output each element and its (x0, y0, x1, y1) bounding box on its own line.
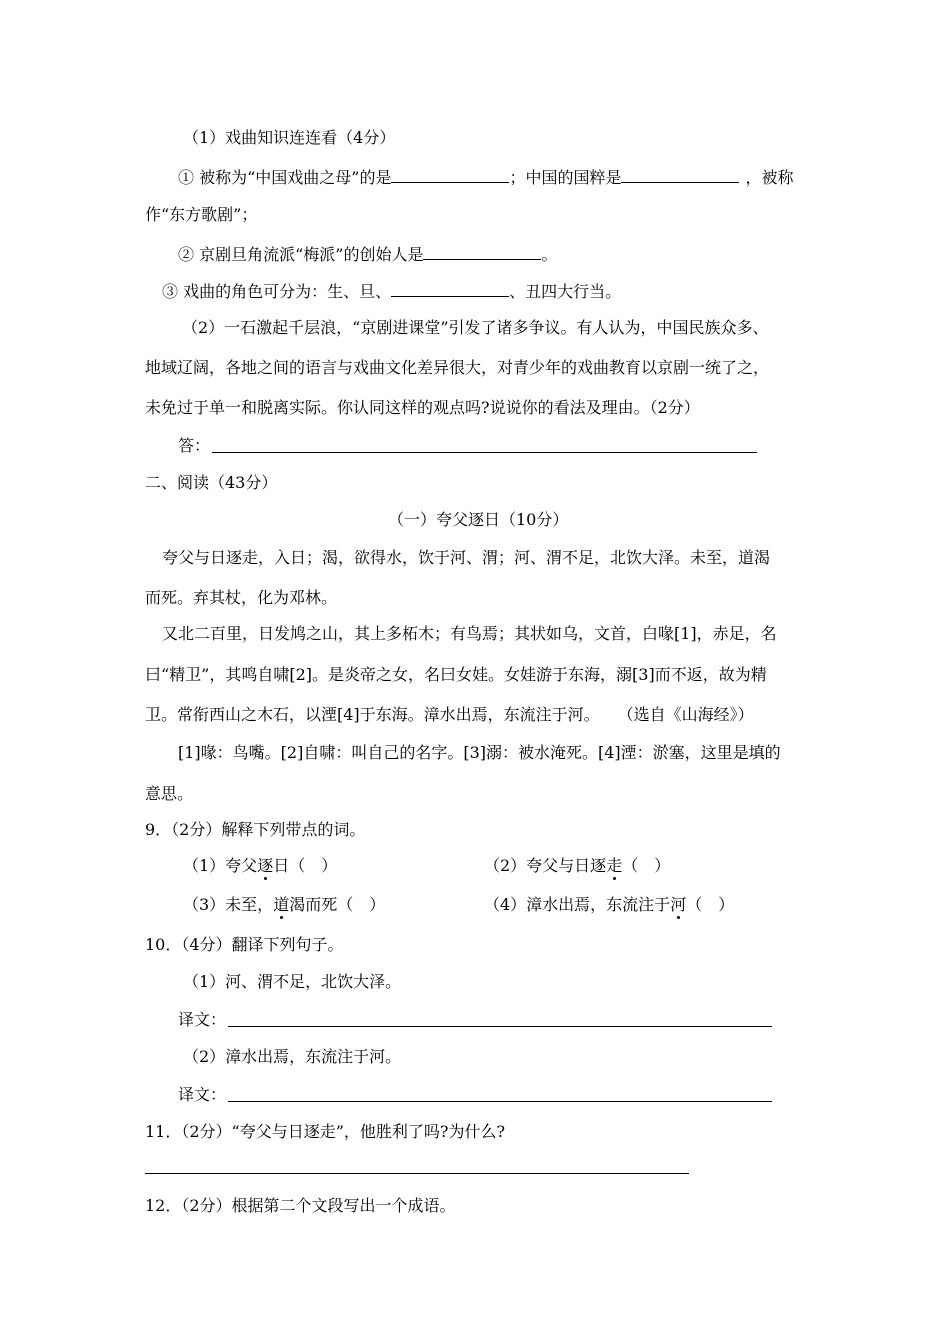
q10-translation-label-1: 译文： (178, 1010, 227, 1029)
passage2-line3 (145, 705, 754, 725)
q10-title: 10．（4分）翻译下列句子。 (145, 935, 344, 954)
q1-item1-text-c: ，被称 (745, 168, 794, 187)
answer-blank[interactable] (391, 166, 509, 183)
q11-title: 11．（2分）“夸父与日逐走”，他胜利了吗?为什么? (145, 1122, 506, 1141)
reading-heading: 二、阅读（43分） (145, 473, 278, 492)
q9-title: 9．（2分）解释下列带点的词。 (145, 820, 366, 839)
q2-line2: 地域辽阔，各地之间的语言与戏曲文化差异很大，对青少年的戏曲教育以京剧一统了之， (145, 358, 770, 377)
q10-translation-line-1[interactable] (228, 1026, 772, 1027)
annotation-line1: [1]喙：鸟嘴。[2]自啸：叫自己的名字。[3]溺：被水淹死。[4]湮：淤塞，这里是填的 (178, 743, 781, 762)
q12-title: 12．（2分）根据第二个文段写出一个成语。 (145, 1196, 456, 1215)
passage2-line1: 又北二百里，日发鸠之山，其上多柘木；有鸟焉；其状如乌，文首，白喙[1]，赤足，名 (162, 624, 777, 643)
passage1-line1: 夸父与日逐走，入日；渴，欲得水，饮于河、渭；河、渭不足，北饮大泽。未至，道渴 (162, 548, 771, 567)
q1-item3-text-a: ③ 戏曲的角色可分为：生、旦、 (162, 282, 392, 301)
dotted-word: 河 (670, 895, 687, 914)
answer-blank[interactable] (423, 243, 541, 260)
q1-item3 (162, 280, 621, 302)
q1-item1-text-a: ① 被称为“中国戏曲之母”的是 (178, 168, 392, 187)
q10-sentence-2: （2）漳水出焉，东流注于河。 (183, 1047, 402, 1066)
q1-item2-text-a: ② 京剧旦角流派“梅派”的创始人是 (178, 245, 424, 264)
q1-item1-text-b: ；中国的国粹是 (509, 168, 622, 187)
passage2-text: 卫。常衔西山之木石，以湮[4]于东海。漳水出焉，东流注于河。 (145, 705, 600, 724)
q9-item-1: （1）夸父逐日（ ） (183, 856, 338, 875)
q2-line1: （2）一石激起千层浪，“京剧进课堂”引发了诸多争议。有人认为，中国民族众多、 (182, 318, 769, 337)
q1-item1-line2: 作“东方歌剧”； (145, 205, 258, 224)
q1-title: （1）戏曲知识连连看（4分） (183, 128, 396, 147)
passage1-line2: 而死。弃其杖，化为邓林。 (145, 588, 338, 607)
q10-translation-label-2: 译文： (178, 1085, 227, 1104)
annotation-line2: 意思。 (145, 784, 194, 803)
q2-answer-line[interactable] (212, 452, 757, 453)
q1-item2-text-b: 。 (541, 245, 558, 264)
dotted-word: 道 (273, 895, 290, 914)
q10-sentence-1: （1）河、渭不足，北饮大泽。 (183, 972, 402, 991)
q10-translation-line-2[interactable] (228, 1101, 772, 1102)
passage-title: （一）夸父逐日（10分） (388, 510, 569, 529)
q9-item-3: （3）未至，道渴而死（ ） (183, 895, 386, 914)
q9-item-2: （2）夸父与日逐走（ ） (484, 856, 671, 875)
dotted-word: 逐 (257, 856, 274, 875)
passage2-line2: 曰“精卫”，其鸣自啸[2]。是炎帝之女，名曰女娃。女娃游于东海，溺[3]而不返，故为精 (145, 665, 767, 684)
answer-blank[interactable] (621, 166, 739, 183)
q9-item-4: （4）漳水出焉，东流注于河（ ） (484, 895, 735, 914)
q11-answer-line[interactable] (145, 1173, 689, 1174)
q2-answer-label: 答： (178, 436, 211, 455)
dotted-word: 走 (606, 856, 623, 875)
q2-line3: 未免过于单一和脱离实际。你认同这样的观点吗?说说你的看法及理由。（2分） (145, 398, 700, 417)
answer-blank[interactable] (391, 280, 509, 297)
passage-source: （选自《山海经》） (625, 705, 754, 724)
q1-item2 (178, 243, 557, 265)
q1-item3-text-b: 、丑四大行当。 (509, 282, 622, 301)
q1-item1-line1 (178, 166, 793, 188)
